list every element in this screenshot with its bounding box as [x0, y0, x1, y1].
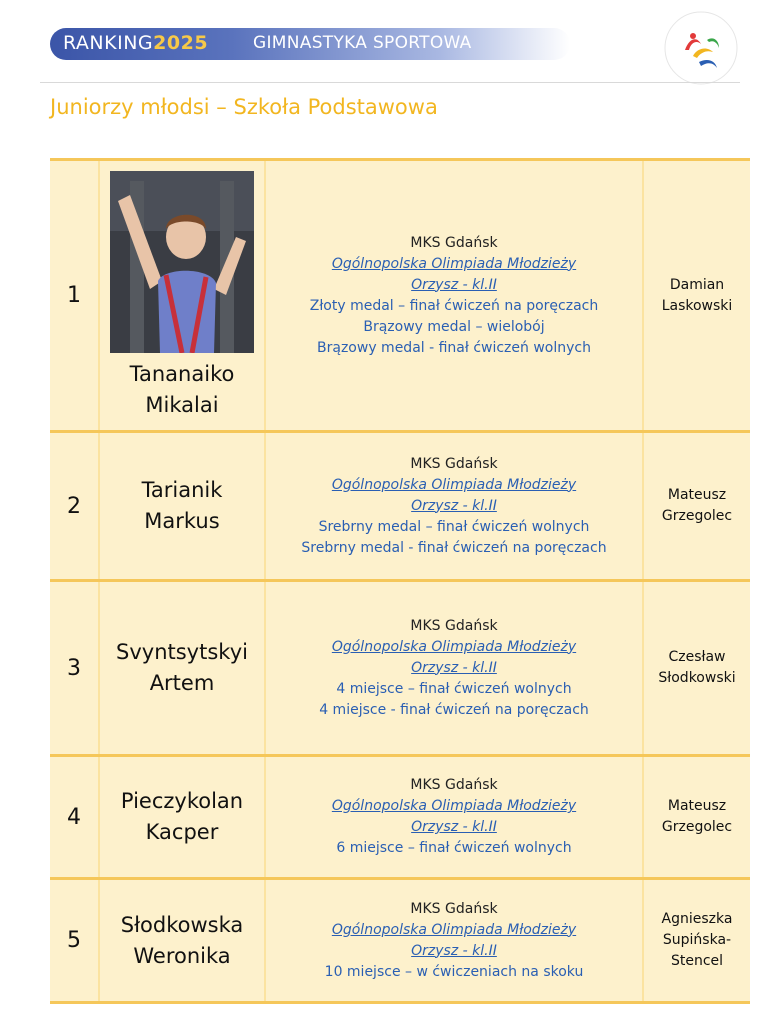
event-link[interactable]: Ogólnopolska Olimpiada Młodzieży — [331, 255, 577, 272]
event-link-location[interactable]: Orzysz - kl.II — [411, 942, 497, 959]
banner-year: 2025 — [153, 32, 209, 54]
club-name: MKS Gdańsk — [410, 617, 498, 634]
rank-cell: 2 — [50, 433, 100, 579]
athlete-first-name: Pieczykolan — [120, 789, 244, 813]
coach-last-name-2: Stencel — [670, 953, 724, 969]
banner-ranking: RANKING2025 — [63, 32, 209, 54]
coach-first-name: Mateusz — [667, 487, 727, 503]
athlete-cell — [100, 582, 266, 754]
coach-first-name: Czesław — [668, 649, 726, 665]
athlete-last-name: Artem — [149, 671, 215, 695]
club-name: MKS Gdańsk — [410, 455, 498, 472]
banner-sport: GIMNASTYKA SPORTOWA — [253, 33, 472, 53]
rank-cell: 4 — [50, 757, 100, 877]
coach-cell — [644, 161, 750, 430]
coach-first-name: Agnieszka — [661, 911, 733, 927]
coach-first-name: Mateusz — [667, 798, 727, 814]
school-logo — [663, 10, 739, 86]
result-item: Srebrny medal – finał ćwiczeń wolnych — [318, 518, 590, 535]
athlete-photo — [110, 171, 254, 353]
table-row — [50, 880, 750, 1004]
event-link-location[interactable]: Orzysz - kl.II — [411, 819, 497, 835]
athlete-cell — [100, 757, 266, 877]
coach-first-name: Damian — [669, 276, 725, 293]
athlete-first-name: Svyntsytskyi — [116, 640, 248, 664]
result-item: Złoty medal – finał ćwiczeń na poręczach — [309, 297, 599, 314]
athlete-cell — [100, 880, 266, 1001]
club-name: MKS Gdańsk — [410, 777, 498, 793]
coach-last-name: Grzegolec — [661, 508, 733, 524]
athlete-first-name: Słodkowska — [120, 912, 244, 937]
achievements-cell — [266, 582, 644, 754]
achievements-cell — [266, 880, 644, 1001]
coach-cell — [644, 582, 750, 754]
event-link[interactable]: Ogólnopolska Olimpiada Młodzieży — [331, 798, 577, 814]
achievements-cell — [266, 161, 644, 430]
ranking-banner — [50, 28, 570, 60]
coach-cell — [644, 880, 750, 1001]
event-link-location[interactable]: Orzysz - kl.II — [411, 497, 497, 514]
coach-last-name: Supińska- — [662, 932, 732, 948]
athlete-cell — [100, 433, 266, 579]
coach-last-name: Słodkowski — [658, 670, 736, 686]
result-item: Srebrny medal - finał ćwiczeń na poręczach — [301, 539, 607, 556]
athlete-last-name: Kacper — [145, 820, 219, 844]
coach-last-name: Grzegolec — [661, 819, 733, 835]
achievements-cell — [266, 757, 644, 877]
athlete-first-name: Tarianik — [141, 478, 223, 502]
coach-cell — [644, 433, 750, 579]
athlete-first-name: Tananaiko — [129, 361, 235, 386]
rank-cell: 5 — [50, 880, 100, 1001]
page-subtitle: Juniorzy młodsi – Szkoła Podstawowa — [50, 95, 438, 119]
athlete-last-name: Mikalai — [145, 392, 219, 417]
result-item: 6 miejsce – finał ćwiczeń wolnych — [336, 840, 572, 856]
rank-cell: 1 — [50, 161, 100, 430]
header-divider — [40, 82, 740, 83]
coach-last-name: Laskowski — [661, 297, 733, 314]
table-row — [50, 757, 750, 880]
result-item: 10 miejsce – w ćwiczeniach na skoku — [324, 963, 584, 980]
table-row — [50, 161, 750, 433]
athlete-last-name: Weronika — [133, 943, 231, 968]
table-row — [50, 433, 750, 582]
event-link[interactable]: Ogólnopolska Olimpiada Młodzieży — [331, 921, 577, 938]
result-item: Brązowy medal - finał ćwiczeń wolnych — [317, 339, 591, 356]
club-name: MKS Gdańsk — [410, 900, 498, 917]
event-link[interactable]: Ogólnopolska Olimpiada Młodzieży — [331, 476, 577, 493]
rank-cell: 3 — [50, 582, 100, 754]
table-row — [50, 582, 750, 757]
club-name: MKS Gdańsk — [410, 234, 498, 251]
athlete-cell — [100, 161, 266, 430]
event-link-location[interactable]: Orzysz - kl.II — [411, 276, 497, 293]
result-item: Brązowy medal – wielobój — [363, 318, 545, 335]
athlete-last-name: Markus — [144, 509, 220, 533]
coach-cell — [644, 757, 750, 877]
ranking-table — [50, 158, 750, 1004]
event-link[interactable]: Ogólnopolska Olimpiada Młodzieży — [331, 638, 577, 655]
result-item: 4 miejsce – finał ćwiczeń wolnych — [336, 680, 572, 697]
result-item: 4 miejsce - finał ćwiczeń na poręczach — [319, 701, 589, 718]
event-link-location[interactable]: Orzysz - kl.II — [411, 659, 497, 676]
achievements-cell — [266, 433, 644, 579]
